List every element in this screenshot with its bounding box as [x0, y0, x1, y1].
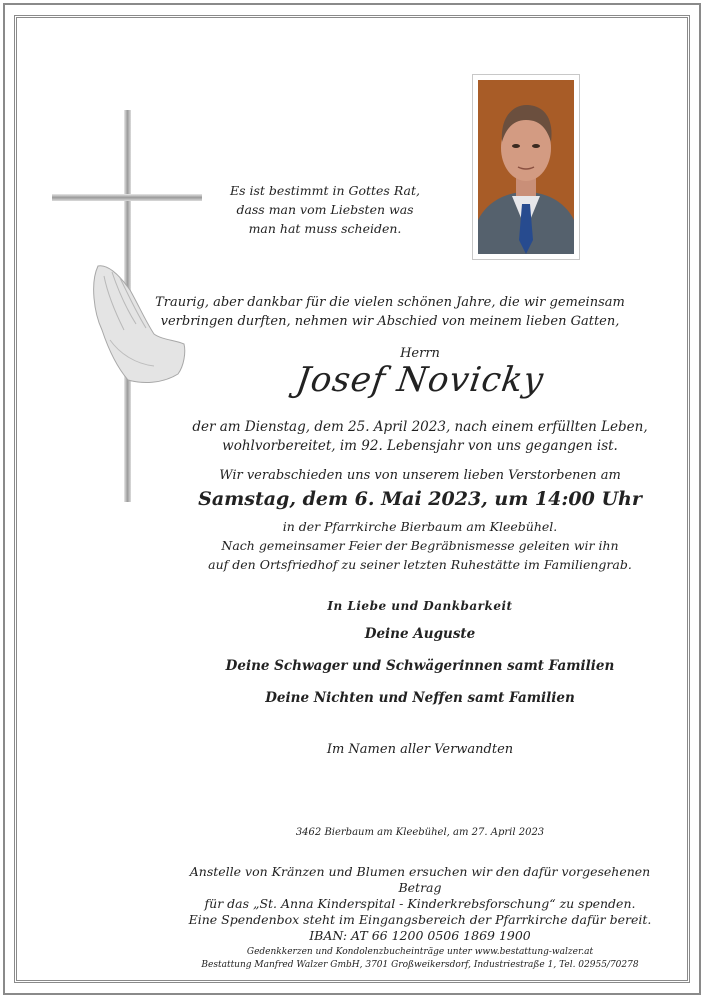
footer-line-2: Bestattung Manfred Walzer GmbH, 3701 Großweikersdorf, Industriestraße 1, Tel. 02955/70278	[201, 960, 639, 970]
footer-line-1: Gedenkkerzen und Kondolenzbucheinträge unter www.bestattung-walzer.at	[246, 947, 594, 957]
portrait-frame	[472, 74, 580, 260]
verse-line-3: man hat muss scheiden.	[248, 221, 402, 236]
death-notice	[170, 418, 670, 456]
donation-request	[170, 864, 670, 944]
salutation: Herrn	[400, 346, 440, 361]
intro-line-2: verbringen durften, nehmen wir Abschied von meinem lieben Gatten,	[160, 314, 620, 329]
place-date: 3462 Bierbaum am Kleebühel, am 27. April 2023	[295, 827, 545, 838]
ceremony-line-1: in der Pfarrkirche Bierbaum am Kleebühel.	[282, 519, 558, 534]
portrait-photo	[478, 80, 574, 254]
death-notice-line-2: wohlvorbereitet, im 92. Lebensjahr von uns gegangen ist.	[222, 438, 618, 454]
deceased-name: Josef Novicky	[293, 360, 547, 400]
verse-line-1: Es ist bestimmt in Gottes Rat,	[230, 183, 420, 198]
farewell-text: Wir verabschieden uns von unserem lieben Verstorbenen am	[219, 468, 621, 483]
ceremony-details	[170, 517, 670, 574]
donation-line-1: Anstelle von Kränzen und Blumen ersuchen wir den dafür vorgesehenen Betrag	[189, 864, 651, 895]
ceremony-line-3: auf den Ortsfriedhof zu seiner letzten Ruhestätte im Familiengrab.	[208, 557, 632, 572]
intro-line-1: Traurig, aber dankbar für die vielen schönen Jahre, die wir gemeinsam	[155, 295, 625, 310]
donation-line-3: Eine Spendenbox steht im Eingangsbereich der Pfarrkirche dafür bereit.	[188, 912, 652, 927]
verse-line-2: dass man vom Liebsten was	[236, 202, 414, 217]
ceremony-line-2: Nach gemeinsamer Feier der Begräbnismesse geleiten wir ihn	[221, 538, 619, 553]
donation-line-2: für das „St. Anna Kinderspital - Kinderkrebsforschung“ zu spenden.	[204, 896, 636, 911]
footer	[170, 946, 670, 972]
death-notice-line-1: der am Dienstag, dem 25. April 2023, nach einem erfüllten Leben,	[192, 419, 648, 435]
intro-text	[150, 293, 630, 331]
mourner-wife: Deine Auguste	[364, 626, 476, 642]
mourners-heading: In Liebe und Dankbarkeit	[327, 599, 513, 613]
donation-iban: IBAN: AT 66 1200 0506 1869 1900	[309, 928, 531, 943]
funeral-date: Samstag, dem 6. Mai 2023, um 14:00 Uhr	[198, 488, 642, 510]
mourner-in-laws: Deine Schwager und Schwägerinnen samt Familien	[225, 658, 615, 674]
verse	[200, 181, 450, 238]
mourners-closing: Im Namen aller Verwandten	[326, 742, 514, 757]
mourner-nieces-nephews: Deine Nichten und Neffen samt Familien	[265, 690, 575, 706]
